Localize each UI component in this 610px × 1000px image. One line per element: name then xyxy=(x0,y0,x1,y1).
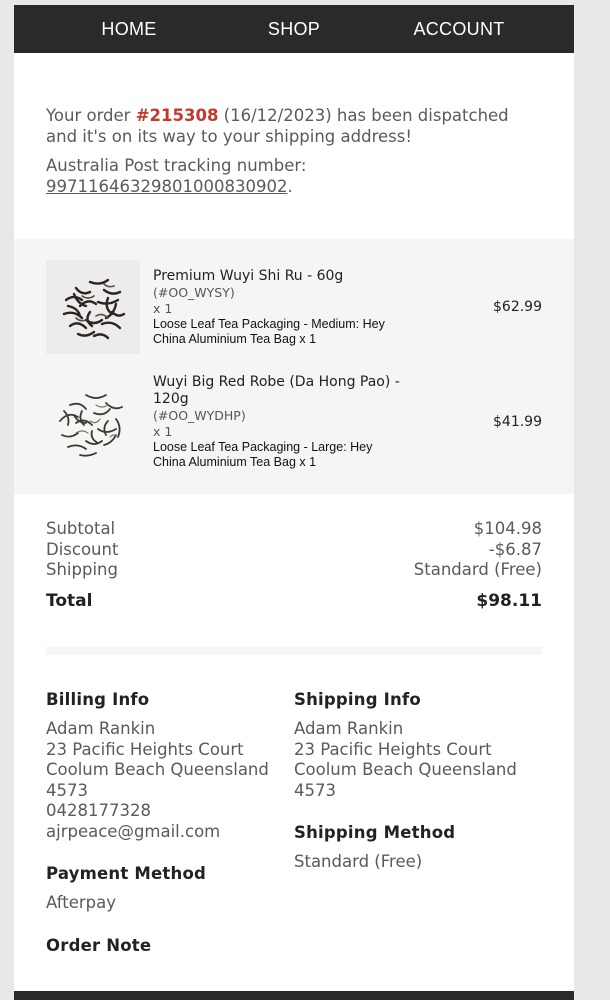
total-row xyxy=(46,591,542,612)
discount-label: Discount xyxy=(46,539,119,559)
billing-street: 23 Pacific Heights Court xyxy=(46,739,244,759)
tracking-end: . xyxy=(287,177,293,196)
subtotal-label: Subtotal xyxy=(46,519,116,538)
billing-column xyxy=(46,689,294,965)
dispatch-text xyxy=(46,105,542,147)
item-sku: (#OO_WYDHP) xyxy=(153,408,246,423)
item-details xyxy=(153,268,408,347)
shipping-value: Standard (Free) xyxy=(413,560,542,579)
total-value: $98.11 xyxy=(476,590,542,611)
dispatch-suffix: (16/12/2023) has been dispatched and it's on its way to your shipping address! xyxy=(46,106,509,146)
shipping-column xyxy=(294,689,542,965)
dispatch-prefix: Your order xyxy=(46,106,136,125)
shipping-info-heading: Shipping Info xyxy=(294,690,421,709)
item-name[interactable]: Premium Wuyi Shi Ru - 60g xyxy=(153,267,344,284)
shipping-label: Shipping xyxy=(46,560,118,579)
email-body xyxy=(14,5,574,1000)
billing-name: Adam Rankin xyxy=(46,719,156,738)
item-details xyxy=(153,374,408,470)
shipping-postcode: 4573 xyxy=(294,780,336,800)
top-nav xyxy=(14,5,574,53)
footer-bar xyxy=(14,991,574,1000)
item-option: Loose Leaf Tea Packaging - Medium: Hey China Aluminium Tea Bag x 1 xyxy=(153,316,385,346)
subtotal-value: $104.98 xyxy=(473,519,542,538)
tracking-label: Australia Post tracking number: xyxy=(46,156,307,175)
shipping-city: Coolum Beach Queensland xyxy=(294,760,517,779)
order-item xyxy=(14,374,574,470)
discount-row xyxy=(46,540,542,561)
nav-home-link[interactable]: HOME xyxy=(101,18,157,39)
payment-method-value: Afterpay xyxy=(46,893,116,912)
item-name[interactable]: Wuyi Big Red Robe (Da Hong Pao) - 120g xyxy=(153,374,400,407)
shipping-method-value: Standard (Free) xyxy=(294,852,423,871)
total-label: Total xyxy=(46,590,93,611)
billing-postcode: 4573 xyxy=(46,780,88,800)
billing-email[interactable]: ajrpeace@gmail.com xyxy=(46,821,221,841)
billing-city: Coolum Beach Queensland xyxy=(46,760,269,779)
order-items xyxy=(14,239,574,494)
dispatch-message xyxy=(14,53,574,197)
item-price: $41.99 xyxy=(493,414,542,430)
product-image xyxy=(46,375,140,469)
tracking-info xyxy=(46,155,542,197)
discount-value: -$6.87 xyxy=(488,539,542,559)
item-sku: (#OO_WYSY) xyxy=(153,284,235,300)
item-qty: x 1 xyxy=(153,300,173,316)
shipping-street: 23 Pacific Heights Court xyxy=(294,739,492,759)
item-qty: x 1 xyxy=(153,424,173,439)
nav-account-link[interactable]: ACCOUNT xyxy=(413,18,505,39)
shipping-name: Adam Rankin xyxy=(294,719,404,738)
item-option: Loose Leaf Tea Packaging - Large: Hey China Aluminium Tea Bag x 1 xyxy=(153,440,373,469)
order-note-heading: Order Note xyxy=(46,935,152,955)
shipping-method-heading: Shipping Method xyxy=(294,823,456,842)
nav-shop-link[interactable]: SHOP xyxy=(267,18,321,39)
tracking-number-link[interactable]: 99711646329801000830902 xyxy=(46,177,288,196)
customer-info xyxy=(14,655,574,965)
billing-heading: Billing Info xyxy=(46,690,150,709)
section-divider xyxy=(46,647,542,655)
product-image xyxy=(46,260,140,354)
order-totals xyxy=(14,494,574,611)
shipping-row xyxy=(46,560,542,581)
subtotal-row xyxy=(46,519,542,540)
billing-phone[interactable]: 0428177328 xyxy=(46,801,151,820)
item-price: $62.99 xyxy=(493,299,542,315)
order-number: #215308 xyxy=(135,106,219,125)
order-item xyxy=(14,260,574,354)
payment-method-heading: Payment Method xyxy=(46,864,206,883)
